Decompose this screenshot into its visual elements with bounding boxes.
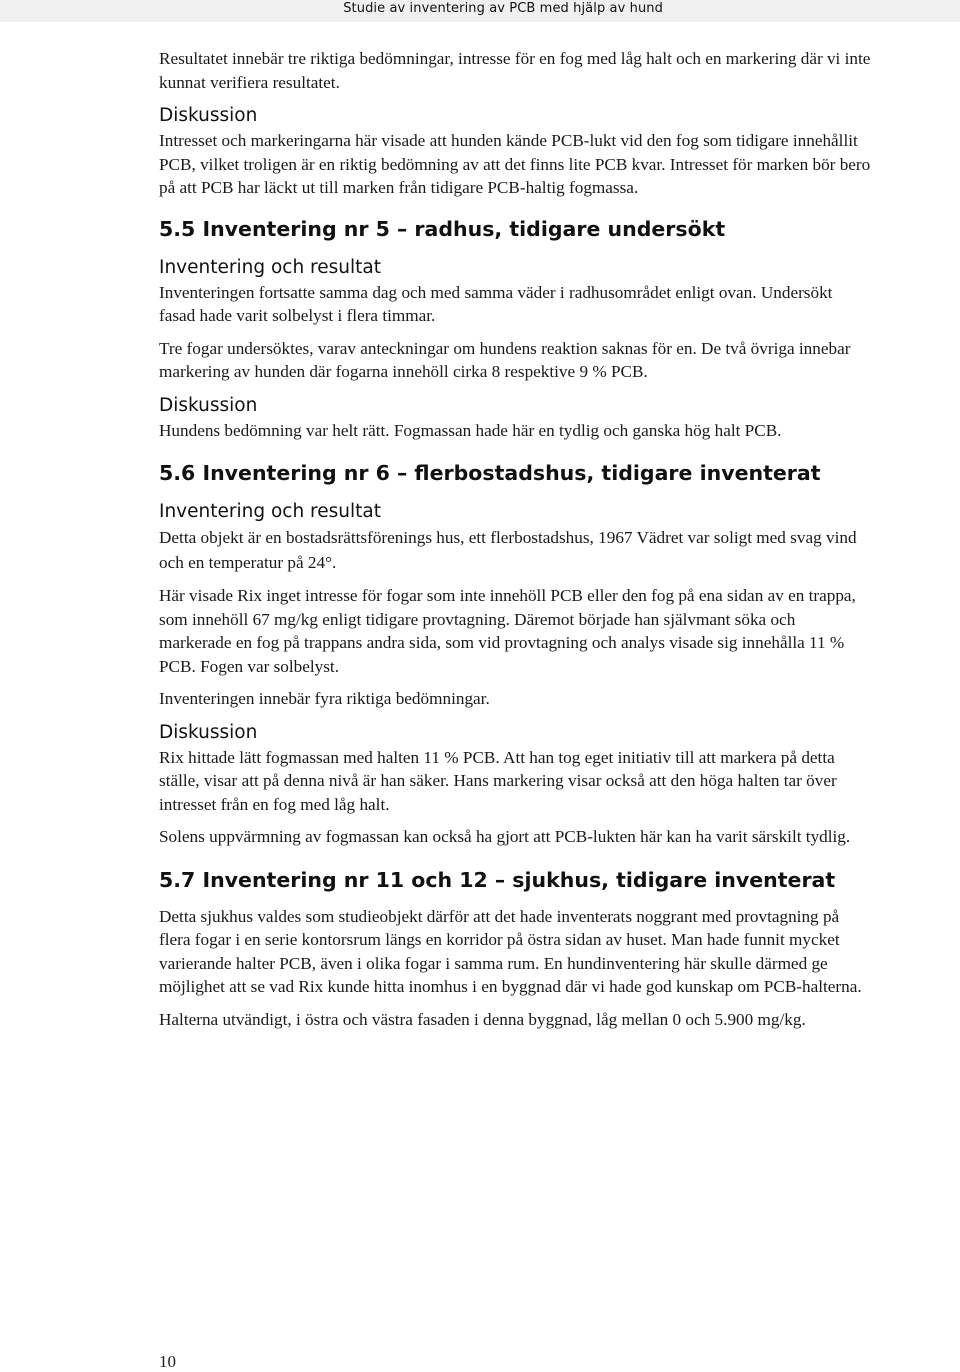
section-5-6-subheading-results: Inventering och resultat [159,501,381,522]
discussion-heading: Diskussion [159,105,258,126]
section-5-6-subheading-discussion: Diskussion [159,721,258,743]
discussion-paragraph: Intresset och markeringarna här visade att hunden kände PCB-lukt vid den fog som tidigare innehållit PCB, vilket troligen är en riktig bedömning av att det finns lite PCB kvar. Intresset för marken bör bero på att PCB har läckt ut till marken från tidigare PCB-haltig fogmassa. [159,131,871,197]
intro-paragraph: Resultatet innebär tre riktiga bedömningar, intresse för en fog med låg halt och en markering där vi inte kunnat verifiera resultatet. [159,49,871,92]
running-header [0,0,960,22]
section-5-5-subheading-discussion: Diskussion [159,394,258,416]
section-5-6-heading: 5.6 Inventering nr 6 – flerbostadshus, tidigare inventerat [159,461,821,485]
running-header-title: Studie av inventering av PCB med hjälp av hund [343,1,663,16]
section-5-5-paragraph-1: Inventeringen fortsatte samma dag och med samma väder i radhusområdet enligt ovan. Undersökt fasad hade varit solbelyst i flera timmar. [159,282,833,325]
section-5-5-paragraph-3: Hundens bedömning var helt rätt. Fogmassan hade här en tydlig och ganska hög halt PCB. [159,420,782,440]
section-5-6-paragraph-3: Inventeringen innebär fyra riktiga bedömningar. [159,689,490,708]
section-5-7-paragraph-1: Detta sjukhus valdes som studieobjekt därför att det hade inventerats noggrant med provtagning på flera fogar i en serie kontorsrum längs en korridor på östra sidan av huset. Man hade funnit mycket varierande halter PCB, även i olika fogar i samma rum. En hundinventering här skulle därmed ge möjlighet att se vad Rix kunde hitta inomhus i en byggnad där vi hade god kunskap om PCB-halterna. [159,906,862,996]
section-5-6-paragraph-2: Här visade Rix inget intresse för fogar som inte innehöll PCB eller den fog på ena sidan av en trappa, som innehöll 67 mg/kg enligt tidigare provtagning. Däremot började han självmant söka och markerade en fog på trappans andra sida, som vid provtagning och analys visade sig innehålla 11 % PCB. Fogen var solbelyst. [159,586,856,676]
section-5-5-subheading-results: Inventering och resultat [159,256,381,278]
section-5-6-paragraph-5: Solens uppvärmning av fogmassan kan också ha gjort att PCB-lukten här kan ha varit särskilt tydlig. [159,827,851,846]
page-body [159,47,871,1031]
section-5-5-paragraph-2: Tre fogar undersöktes, varav anteckningar om hundens reaktion saknas för en. De två övriga innebar markering av hunden där fogarna innehöll cirka 8 respektive 9 % PCB. [159,338,851,381]
section-5-5-heading: 5.5 Inventering nr 5 – radhus, tidigare undersökt [159,216,726,241]
page-number: 10 [159,1352,176,1371]
section-5-6-paragraph-1: Detta objekt är en bostadsrättsförenings hus, ett flerbostadshus, 1967 Vädret var soligt med svag vind och en temperatur på 24°. [159,528,857,572]
section-5-6-paragraph-4: Rix hittade lätt fogmassan med halten 11 % PCB. Att han tog eget initiativ till att markera på detta ställe, visar att på denna nivå är han säker. Hans markering visar också att den höga halten tar över intresset från en fog med låg halt. [159,747,837,814]
section-5-7-heading: 5.7 Inventering nr 11 och 12 – sjukhus, tidigare inventerat [159,867,836,892]
section-5-7-paragraph-2: Halterna utvändigt, i östra och västra fasaden i denna byggnad, låg mellan 0 och 5.900 mg/kg. [159,1009,806,1029]
